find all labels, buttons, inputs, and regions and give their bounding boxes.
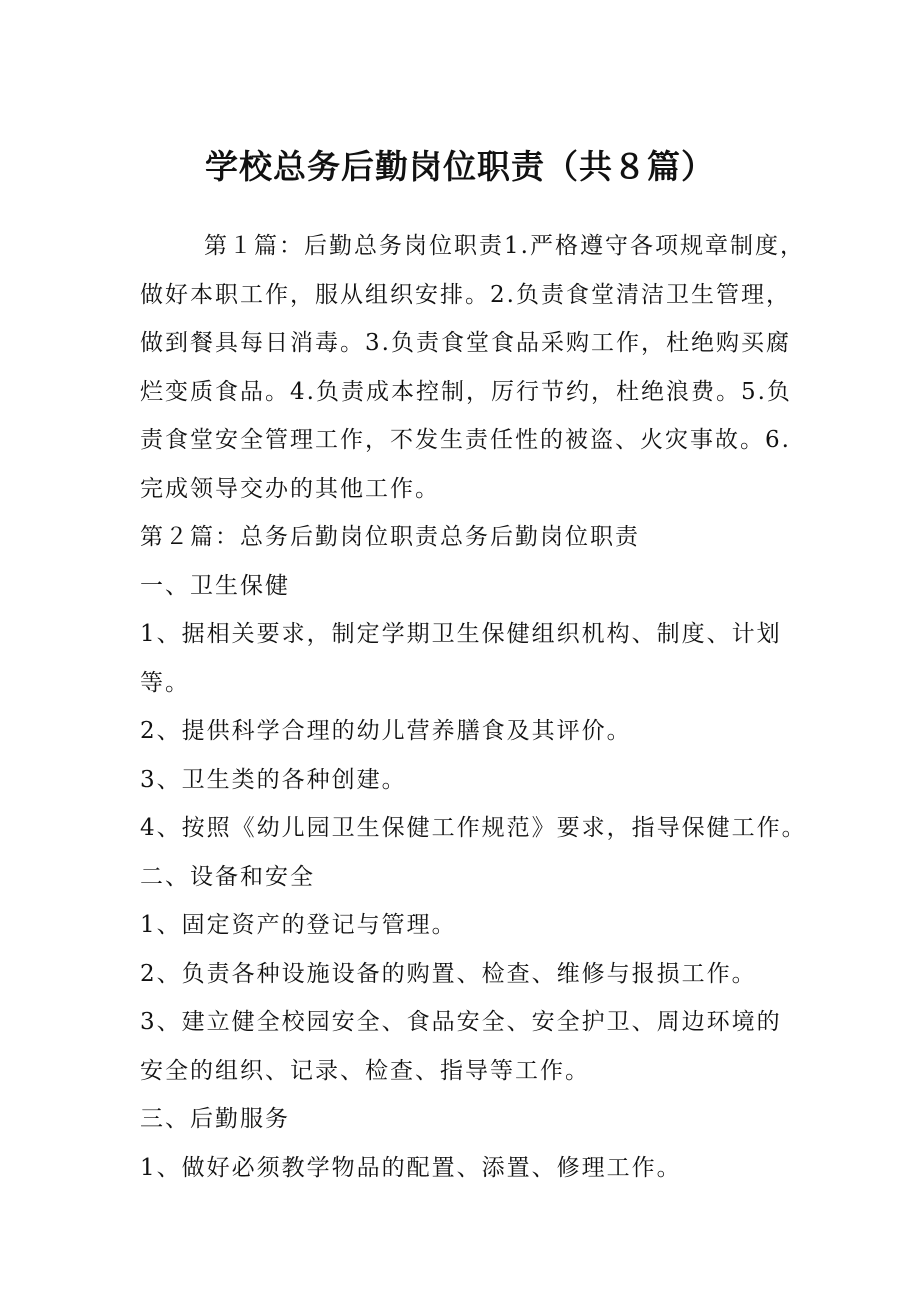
text-line: 责食堂安全管理工作，不发生责任性的被盗、火灾事故。6.: [140, 427, 791, 453]
list-item: 2、提供科学合理的幼儿营养膳食及其评价。: [140, 718, 632, 744]
list-item-continuation: 等。: [140, 669, 190, 696]
list-item: 1、固定资产的登记与管理。: [140, 912, 457, 938]
document-body: [140, 222, 807, 1192]
subsection-heading: 一、卫生保健: [140, 572, 290, 599]
text-line: 完成领导交办的其他工作。: [140, 475, 440, 502]
text-line: 烂变质食品。4.负责成本控制，厉行节约，杜绝浪费。5.负: [140, 378, 792, 405]
list-item: 3、卫生类的各种创建。: [140, 766, 407, 793]
section-heading: 第２篇：总务后勤岗位职责总务后勤岗位职责: [140, 524, 640, 550]
document-title: 学校总务后勤岗位职责（共８篇）: [205, 147, 715, 186]
subsection-heading: 二、设备和安全: [140, 863, 315, 890]
list-item: 3、建立健全校园安全、食品安全、安全护卫、周边环境的: [140, 1009, 782, 1035]
list-item-continuation: 安全的组织、记录、检查、指导等工作。: [140, 1057, 590, 1084]
list-item: 4、按照《幼儿园卫生保健工作规范》要求，指导保健工作。: [140, 815, 807, 841]
subsection-heading: 三、后勤服务: [140, 1106, 290, 1132]
text-line: 做到餐具每日消毒。3.负责食堂食品采购工作，杜绝购买腐: [140, 330, 791, 356]
list-item: 2、负责各种设施设备的购置、检查、维修与报损工作。: [140, 960, 757, 987]
text-line: 做好本职工作，服从组织安排。2.负责食堂清洁卫生管理，: [140, 281, 791, 308]
text-line: 第１篇：后勤总务岗位职责1.严格遵守各项规章制度，: [204, 233, 805, 259]
list-item: 1、做好必须教学物品的配置、添置、修理工作。: [140, 1154, 682, 1181]
list-item: 1、据相关要求，制定学期卫生保健组织机构、制度、计划: [140, 621, 782, 647]
